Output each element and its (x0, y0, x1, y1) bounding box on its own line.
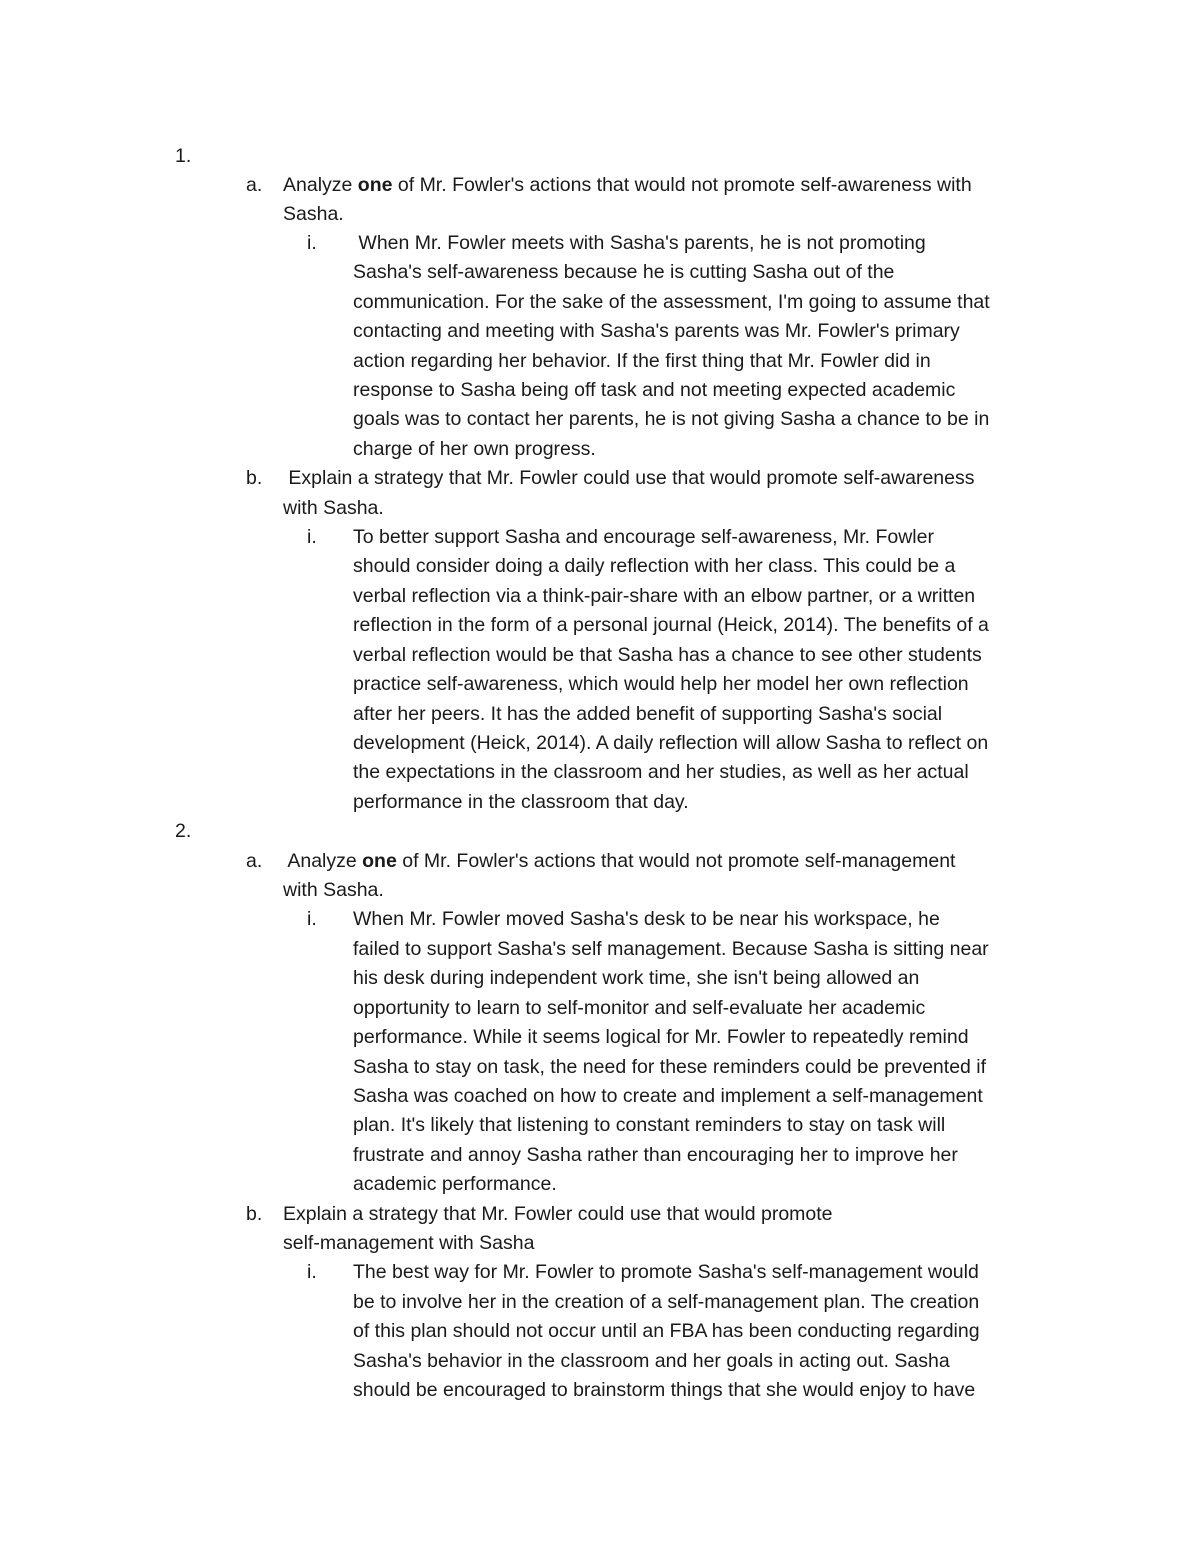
item-1b-answer-marker: i. (307, 526, 317, 548)
item-2a-question-line: Analyze one of Mr. Fowler's actions that would not promote self-management (283, 850, 956, 872)
item-2a-answer-line: frustrate and annoy Sasha rather than encouraging her to improve her (353, 1144, 958, 1166)
item-1a-answer-line: action regarding her behavior. If the first thing that Mr. Fowler did in (353, 350, 931, 372)
item-2a-answer-line: his desk during independent work time, she isn't being allowed an (353, 967, 920, 989)
item-1b-answer-line: should consider doing a daily reflection with her class. This could be a (353, 555, 956, 577)
item-2b-marker: b. (246, 1203, 263, 1225)
item-1a-question-line: Analyze one of Mr. Fowler's actions that would not promote self-awareness with (283, 174, 972, 196)
item-1b-answer-line: verbal reflection would be that Sasha has a chance to see other students (353, 644, 982, 666)
item-1b-answer-line: To better support Sasha and encourage self-awareness, Mr. Fowler (353, 526, 934, 548)
item-1a-answer-line: When Mr. Fowler meets with Sasha's parents, he is not promoting (353, 232, 926, 254)
item-2a-answer-line: performance. While it seems logical for Mr. Fowler to repeatedly remind (353, 1026, 969, 1048)
emphasis-one: one (357, 174, 393, 196)
item-2a-answer-marker: i. (307, 908, 317, 930)
item-2a-question-line: with Sasha. (283, 879, 384, 901)
item-2b-answer-marker: i. (307, 1261, 317, 1283)
item-2b-answer-line: The best way for Mr. Fowler to promote Sasha's self-management would (353, 1261, 979, 1283)
item-1a-answer-line: Sasha's self-awareness because he is cutting Sasha out of the (353, 261, 895, 283)
item-1b-marker: b. (246, 467, 263, 489)
emphasis-one: one (362, 850, 397, 872)
item-1-number: 1. (175, 145, 192, 167)
item-2a-answer-line: plan. It's likely that listening to constant reminders to stay on task will (353, 1114, 946, 1136)
item-2a-answer-line: When Mr. Fowler moved Sasha's desk to be near his workspace, he (353, 908, 940, 930)
item-1a-answer-line: charge of her own progress. (353, 438, 596, 460)
item-2a-answer-line: failed to support Sasha's self management. Because Sasha is sitting near (353, 938, 989, 960)
item-1a-answer-line: contacting and meeting with Sasha's parents was Mr. Fowler's primary (353, 320, 960, 342)
item-2b-question-line: Explain a strategy that Mr. Fowler could use that would promote (283, 1203, 833, 1225)
item-2a-answer-line: academic performance. (353, 1173, 557, 1195)
item-1b-answer-line: performance in the classroom that day. (353, 791, 689, 813)
item-1a-marker: a. (246, 174, 263, 196)
item-1b-answer-line: verbal reflection via a think-pair-share with an elbow partner, or a written (353, 585, 976, 607)
item-2a-marker: a. (246, 850, 263, 872)
item-2-number: 2. (175, 820, 192, 842)
item-2a-answer-line: Sasha to stay on task, the need for these reminders could be prevented if (353, 1056, 987, 1078)
item-1a-answer-line: response to Sasha being off task and not meeting expected academic (353, 379, 956, 401)
item-2b-answer-line: be to involve her in the creation of a self-management plan. The creation (353, 1291, 980, 1313)
item-1a-answer-line: goals was to contact her parents, he is not giving Sasha a chance to be in (353, 408, 990, 430)
item-1b-answer-line: development (Heick, 2014). A daily reflection will allow Sasha to reflect on (353, 732, 989, 754)
item-1b-answer-line: practice self-awareness, which would help her model her own reflection (353, 673, 969, 695)
item-1b-question-line: Explain a strategy that Mr. Fowler could use that would promote self-awareness (283, 467, 975, 489)
item-1b-answer-line: the expectations in the classroom and her studies, as well as her actual (353, 761, 969, 783)
item-1a-question-line: Sasha. (283, 203, 344, 225)
item-1b-answer-line: reflection in the form of a personal journal (Heick, 2014). The benefits of a (353, 614, 989, 636)
item-1a-answer-marker: i. (307, 232, 317, 254)
item-1b-answer-line: after her peers. It has the added benefit of supporting Sasha's social (353, 703, 943, 725)
item-2a-answer-line: Sasha was coached on how to create and implement a self-management (353, 1085, 983, 1107)
item-2b-answer-line: of this plan should not occur until an FBA has been conducting regarding (353, 1320, 980, 1342)
item-1b-question-line: with Sasha. (283, 497, 384, 519)
item-1a-answer-line: communication. For the sake of the assessment, I'm going to assume that (353, 291, 990, 313)
item-2b-answer-line: Sasha's behavior in the classroom and her goals in acting out. Sasha (353, 1350, 950, 1372)
item-2a-answer-line: opportunity to learn to self-monitor and self-evaluate her academic (353, 997, 926, 1019)
item-2b-question-line: self-management with Sasha (283, 1232, 535, 1254)
item-2b-answer-line: should be encouraged to brainstorm things that she would enjoy to have (353, 1379, 976, 1401)
